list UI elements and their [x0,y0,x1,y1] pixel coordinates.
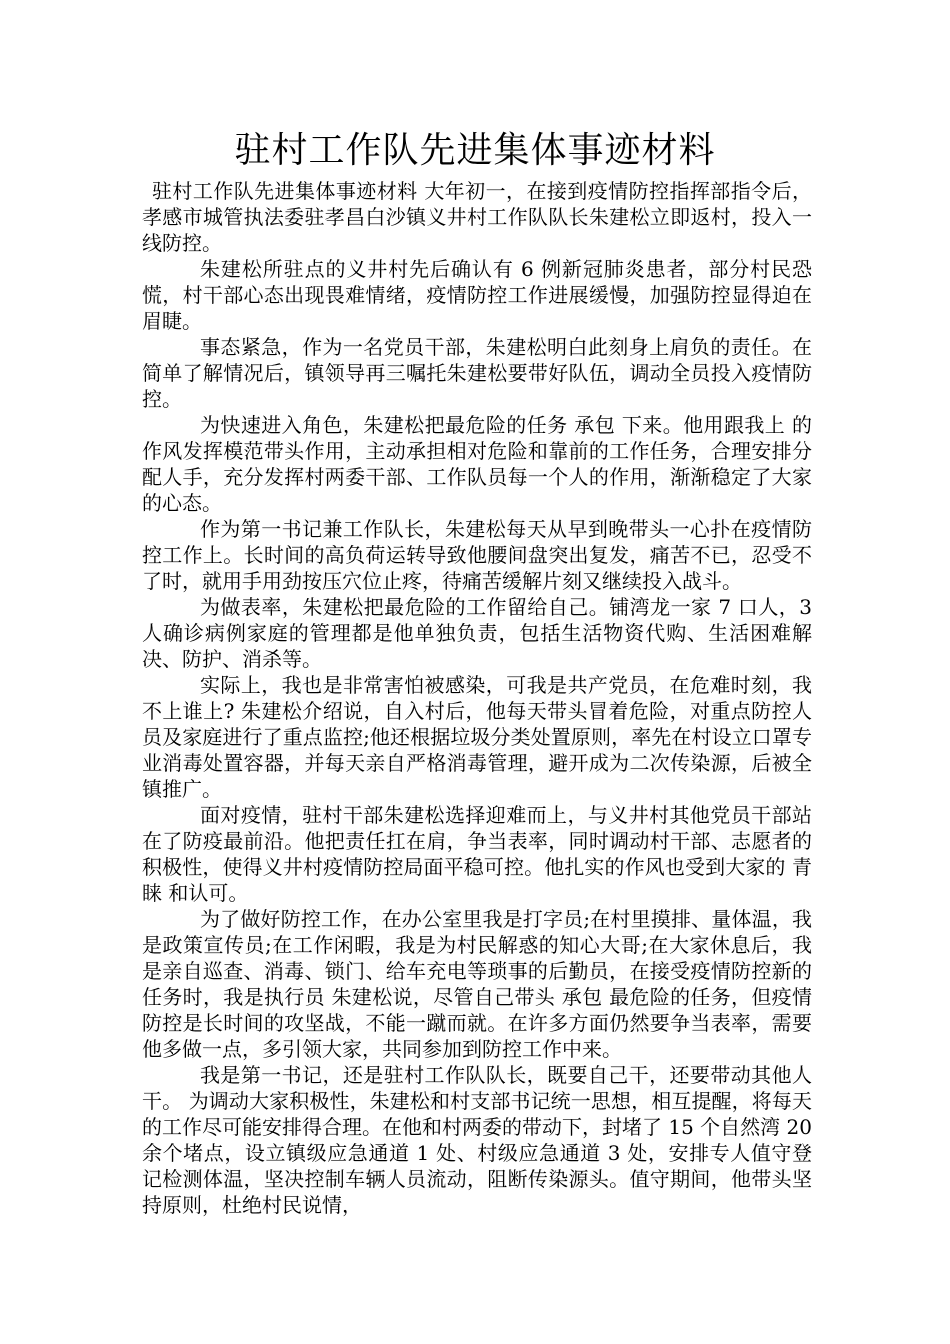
document-body [142,178,812,1218]
paragraph-4: 为快速进入角色，朱建松把最危险的任务 承包 下来。他用跟我上 的作风发挥模范带头作用，主动承担相对危险和靠前的工作任务，合理安排分配人手，充分发挥村两委干部、工作队员每一个人的作用，渐渐稳定了大家的心态。 [142,413,812,515]
paragraph-10: 我是第一书记，还是驻村工作队队长，既要自己干，还要带动其他人干。 为调动大家积极性，朱建松和村支部书记统一思想，相互提醒，将每天的工作尽可能安排得合理。在他和村两委的带动下，封堵了 15 个自然湾 20 余个堵点，设立镇级应急通道 1 处、村级应急通道 3 处，安排专人值守登记检测体温，坚决控制车辆人员流动，阻断传染源头。值守期间，他带头坚持原则，杜绝村民说情， [142,1063,812,1217]
paragraph-8: 面对疫情，驻村干部朱建松选择迎难而上，与义井村其他党员干部站在了防疫最前沿。他把责任扛在肩，争当表率，同时调动村干部、志愿者的积极性，使得义井村疫情防控局面平稳可控。他扎实的作风也受到大家的 青睐 和认可。 [142,803,812,905]
paragraph-7: 实际上，我也是非常害怕被感染，可我是共产党员，在危难时刻，我不上谁上? 朱建松介绍说，自入村后，他每天带头冒着危险，对重点防控人员及家庭进行了重点监控;他还根据垃圾分类处置原则，率先在村设立口罩专业消毒处置容器，并每天亲自严格消毒管理，避开成为二次传染源，后被全镇推广。 [142,673,812,801]
paragraph-1: 驻村工作队先进集体事迹材料 大年初一，在接到疫情防控指挥部指令后，孝感市城管执法委驻孝昌白沙镇义井村工作队队长朱建松立即返村，投入一线防控。 [142,179,812,255]
document-title: 驻村工作队先进集体事迹材料 [234,130,716,171]
paragraph-5: 作为第一书记兼工作队长，朱建松每天从早到晚带头一心扑在疫情防控工作上。长时间的高负荷运转导致他腰间盘突出复发，痛苦不已，忍受不了时，就用手用劲按压穴位止疼，待痛苦缓解片刻又继续投入战斗。 [142,517,812,593]
paragraph-3: 事态紧急，作为一名党员干部，朱建松明白此刻身上肩负的责任。在简单了解情况后，镇领导再三嘱托朱建松要带好队伍，调动全员投入疫情防控。 [142,335,812,411]
paragraph-2: 朱建松所驻点的义井村先后确认有 6 例新冠肺炎患者，部分村民恐慌，村干部心态出现畏难情绪，疫情防控工作进展缓慢，加强防控显得迫在眉睫。 [142,257,812,333]
paragraph-6: 为做表率，朱建松把最危险的工作留给自己。铺湾龙一家 7 口人，3 人确诊病例家庭的管理都是他单独负责，包括生活物资代购、生活困难解决、防护、消杀等。 [142,595,812,671]
paragraph-9: 为了做好防控工作，在办公室里我是打字员;在村里摸排、量体温，我是政策宣传员;在工作闲暇，我是为村民解惑的知心大哥;在大家休息后，我是亲自巡查、消毒、锁门、给车充电等琐事的后勤员，在接受疫情防控新的任务时，我是执行员 朱建松说，尽管自己带头 承包 最危险的任务，但疫情防控是长时间的攻坚战，不能一蹴而就。在许多方面仍然要争当表率，需要他多做一点，多引领大家，共同参加到防控工作中来。 [142,907,812,1061]
